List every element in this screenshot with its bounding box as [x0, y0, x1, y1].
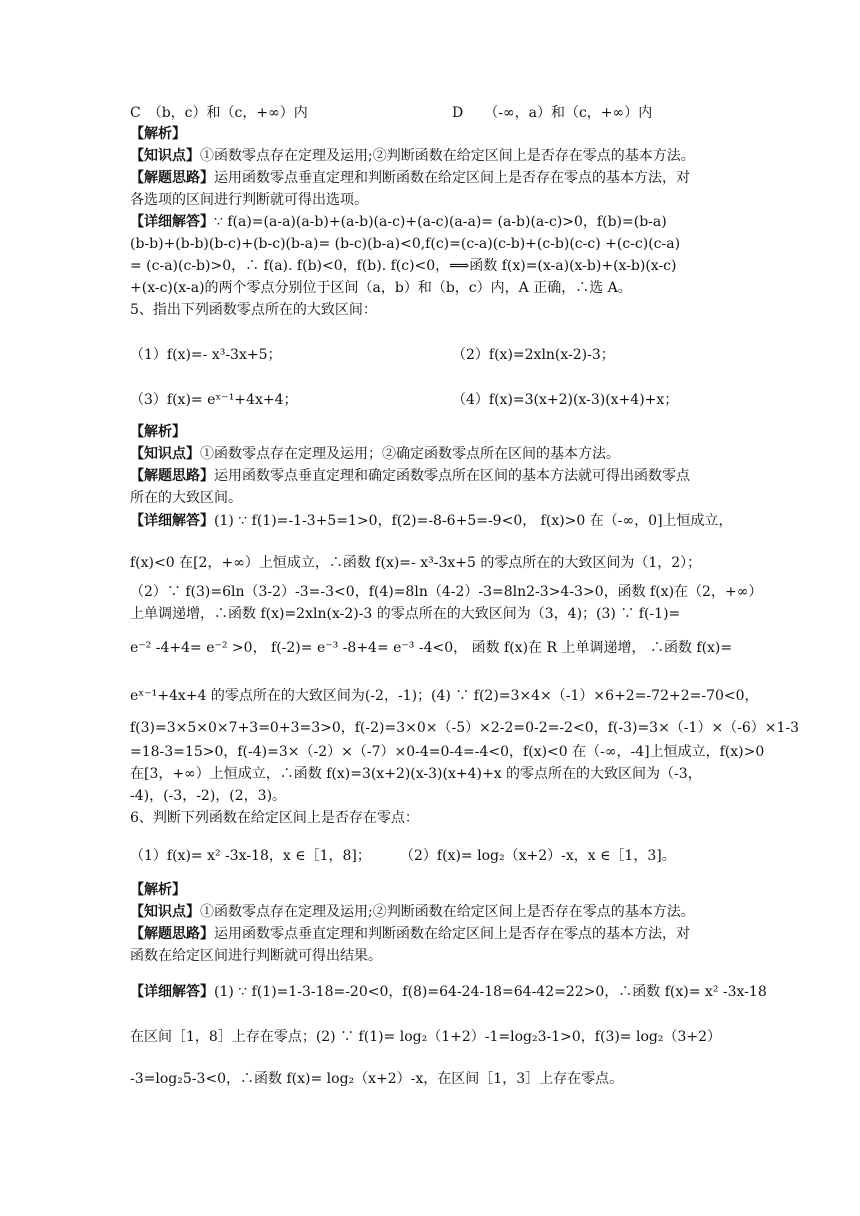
- line-text: （1）f(x)=- x³-3x+5；: [130, 347, 282, 363]
- text-line: [130, 190, 730, 210]
- text-line: [130, 234, 730, 254]
- line-text: f(x)<0 在[2，+∞）上恒成立，∴函数 f(x)=- x³-3x+5 的零点所在的大致区间为（1，2）；: [130, 555, 702, 571]
- line-text: +(x-c)(x-a)的两个零点分别位于区间（a，b）和（b，c）内，A 正确，∴选 A。: [130, 280, 632, 296]
- section-heading: 【详细解答】: [130, 984, 214, 1000]
- text-line: [130, 1027, 730, 1047]
- text-line: [130, 422, 730, 442]
- text-line: [130, 880, 730, 900]
- text-line: [130, 146, 730, 166]
- text-line: [130, 488, 730, 508]
- line-text: 在区间［1，8］上存在零点；(2) ∵ f(1)= log₂（1+2）-1=log₂3-1>0，f(3)= log₂（3+2）: [130, 1029, 722, 1045]
- line-text: eˣ⁻¹+4x+4 的零点所在的大致区间为(-2，-1)；(4) ∵ f(2)=3×4×（-1）×6+2=-72+2=-70<0，: [130, 688, 759, 704]
- line-text: ①函数零点存在定理及运用；②确定函数零点所在区间的基本方法。: [200, 446, 620, 462]
- text-line: [130, 278, 730, 298]
- text-line: [130, 764, 730, 784]
- text-line: [130, 686, 759, 706]
- line-text: ∵ f(a)=(a-a)(a-b)+(a-b)(a-c)+(a-c)(a-a)= (a-b)(a-c)>0，f(b)=(b-a): [214, 214, 667, 230]
- line-text: 在[3，+∞）上恒成立，∴函数 f(x)=3(x+2)(x-3)(x+4)+x 的零点所在的大致区间为（-3，: [130, 766, 702, 782]
- line-text: 运用函数零点垂直定理和确定函数零点所在区间的基本方法就可得出函数零点: [214, 468, 690, 484]
- section-heading: 【解题思路】: [130, 170, 214, 186]
- line-text: (1) ∵ f(1)=-1-3+5=1>0，f(2)=-8-6+5=-9<0， f(x)>0 在（-∞，0]上恒成立，: [214, 513, 733, 529]
- section-heading: 【知识点】: [130, 148, 200, 164]
- line-text: C （b，c）和（c，+∞）内: [130, 105, 308, 121]
- text-line: [130, 808, 730, 828]
- line-text: =18-3=15>0，f(-4)=3×（-2）×（-7）×0-4=0-4=-4<0，f(x)<0 在（-∞，-4]上恒成立，f(x)>0: [130, 744, 765, 760]
- text-line: [130, 168, 730, 188]
- line-text: 函数在给定区间进行判断就可得出结果。: [130, 948, 382, 964]
- section-heading: 【知识点】: [130, 446, 200, 462]
- line-text: 【解析】: [130, 126, 186, 142]
- text-line: [130, 345, 730, 365]
- line-text: -4)，(-3，-2)，(2，3)。: [130, 788, 287, 804]
- text-line: [130, 638, 733, 658]
- text-line: [130, 742, 765, 762]
- text-line: [130, 924, 730, 944]
- text-line: [130, 511, 733, 531]
- text-line: [130, 718, 800, 738]
- line-text: 各选项的区间进行判断就可得出选项。: [130, 192, 368, 208]
- line-text: = (c-a)(c-b)>0，∴ f(a). f(b)<0，f(b). f(c)<0，⟹函数 f(x)=(x-a)(x-b)+(x-b)(x-c): [130, 258, 677, 274]
- line-text: 运用函数零点垂直定理和判断函数在给定区间上是否存在零点的基本方法，对: [214, 926, 690, 942]
- text-line: [130, 124, 730, 144]
- line-text: ①函数零点存在定理及运用;②判断函数在给定区间上是否存在零点的基本方法。: [200, 148, 695, 164]
- line-text: （2）∵ f(3)=6ln（3-2）-3=-3<0，f(4)=8ln（4-2）-3=8ln2-3>4-3>0，函数 f(x)在（2，+∞）: [130, 584, 763, 600]
- text-line: [130, 553, 730, 573]
- section-heading: 【详细解答】: [130, 214, 214, 230]
- text-line: [130, 902, 730, 922]
- line-text: 所在的大致区间。: [130, 490, 242, 506]
- line-text: 5、指出下列函数零点所在的大致区间：: [130, 302, 377, 318]
- line-text: （1）f(x)= x² -3x-18，x ∈［1，8]；: [130, 848, 371, 864]
- section-heading: 【详细解答】: [130, 513, 214, 529]
- line-text: ①函数零点存在定理及运用;②判断函数在给定区间上是否存在零点的基本方法。: [200, 904, 695, 920]
- text-line: [130, 212, 730, 232]
- line-text: (1) ∵ f(1)=1-3-18=-20<0，f(8)=64-24-18=64-42=22>0，∴函数 f(x)= x² -3x-18: [214, 984, 767, 1000]
- right-column-text: D （-∞，a）和（c，+∞）内: [452, 105, 653, 121]
- line-text: 6、判断下列函数在给定区间上是否存在零点：: [130, 810, 419, 826]
- text-line: [130, 786, 730, 806]
- line-text: 上单调递增，∴函数 f(x)=2xln(x-2)-3 的零点所在的大致区间为（3，4)；(3) ∵ f(-1)=: [130, 606, 681, 622]
- text-line: [130, 582, 763, 602]
- text-line: [130, 1069, 730, 1089]
- right-column-text: （2）f(x)=2xln(x-2)-3；: [452, 347, 615, 363]
- line-text: e⁻² -4+4= e⁻² >0， f(-2)= e⁻³ -8+4= e⁻³ -4<0， 函数 f(x)在 R 上单调递增， ∴函数 f(x)=: [130, 640, 733, 656]
- line-text: -3=log₂5-3<0，∴函数 f(x)= log₂（x+2）-x，在区间［1，3］上存在零点。: [130, 1071, 624, 1087]
- text-line: [130, 604, 730, 624]
- right-column-text: （4）f(x)=3(x+2)(x-3)(x+4)+x；: [452, 392, 679, 408]
- line-text: （3）f(x)= eˣ⁻¹+4x+4；: [130, 392, 298, 408]
- line-text: (b-b)+(b-b)(b-c)+(b-c)(b-a)= (b-c)(b-a)<0,f(c)=(c-a)(c-b)+(c-b)(c-c) +(c-c)(c-a): [130, 236, 681, 252]
- text-line: [130, 982, 767, 1002]
- line-text: 【解析】: [130, 424, 186, 440]
- right-column-text: （2）f(x)= log₂（x+2）-x，x ∈［1，3]。: [400, 848, 676, 864]
- section-heading: 【知识点】: [130, 904, 200, 920]
- text-line: [130, 256, 730, 276]
- text-line: [130, 300, 730, 320]
- section-heading: 【解题思路】: [130, 926, 214, 942]
- text-line: [130, 946, 730, 966]
- text-line: [130, 466, 730, 486]
- section-heading: 【解题思路】: [130, 468, 214, 484]
- line-text: 【解析】: [130, 882, 186, 898]
- text-line: [130, 444, 730, 464]
- line-text: 运用函数零点垂直定理和判断函数在给定区间上是否存在零点的基本方法，对: [214, 170, 690, 186]
- line-text: f(3)=3×5×0×7+3=0+3=3>0，f(-2)=3×0×（-5）×2-2=0-2=-2<0，f(-3)=3×（-1）×（-6）×1-3: [130, 720, 800, 736]
